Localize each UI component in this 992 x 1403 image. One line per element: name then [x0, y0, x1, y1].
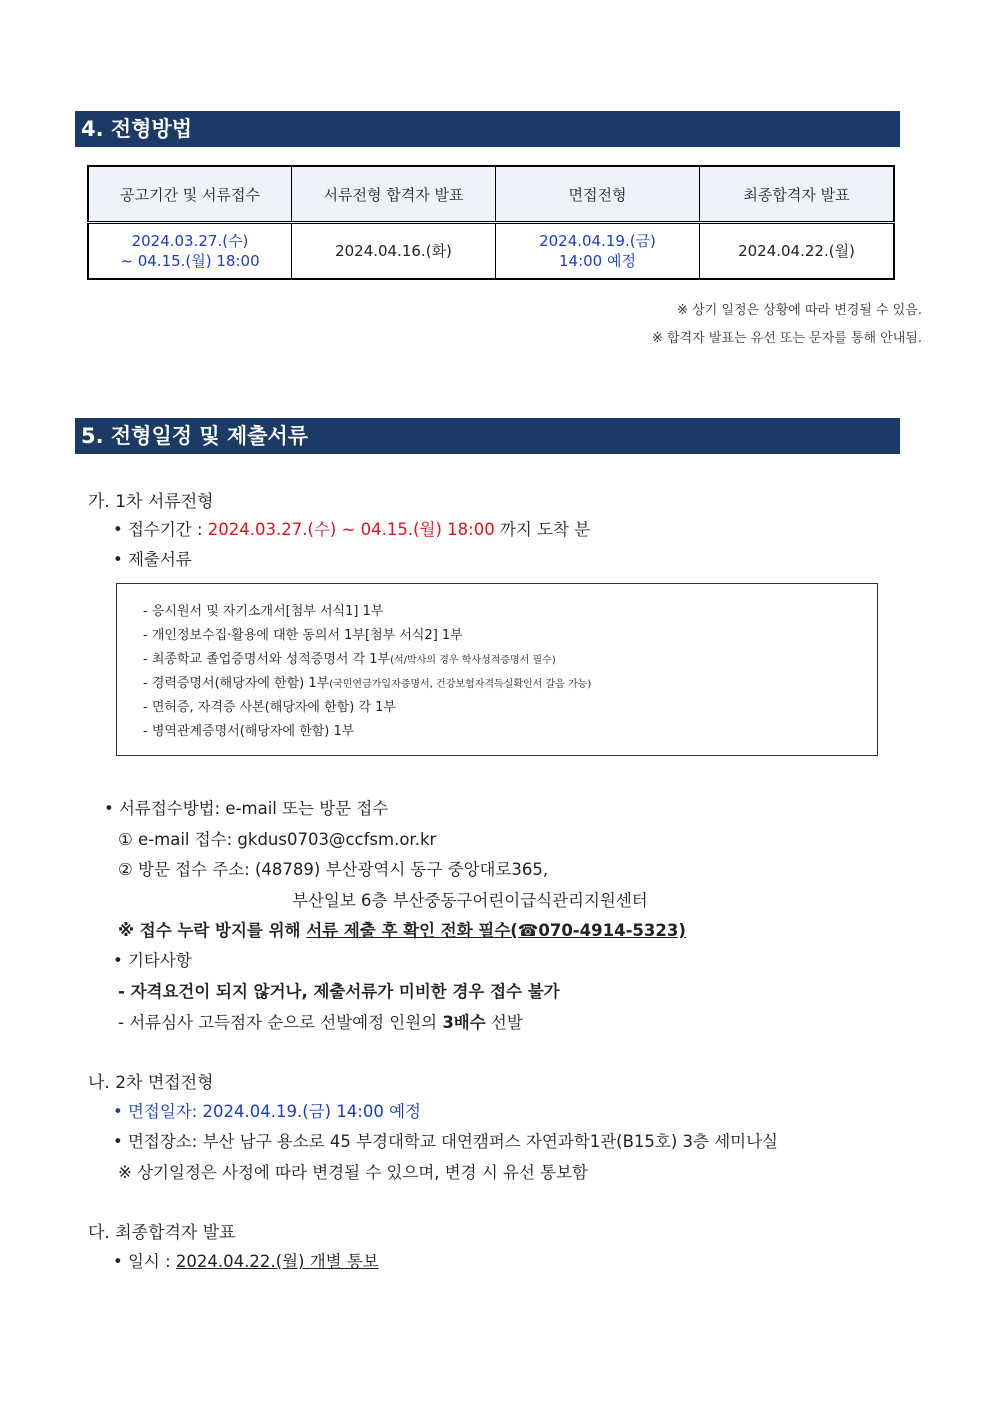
- schedule-note: ※ 합격자 발표는 유선 또는 문자를 통해 안내됨.: [652, 331, 922, 346]
- document-item: - 경력증명서(해당자에 한함) 1부(국민연금가입자증명서, 건강보험자격득실확인서 갈음 가능): [143, 676, 592, 691]
- cell-line: 2024.04.19.(금): [539, 232, 656, 250]
- schedule-table: [87, 165, 895, 280]
- document-item: - 응시원서 및 자기소개서[첨부 서식1] 1부: [143, 604, 384, 619]
- interview-place: • 면접장소: 부산 남구 용소로 45 부경대학교 대연캠퍼스 자연과학1관(B15호) 3층 세미나실: [113, 1132, 778, 1151]
- header-cell: 면접전형: [496, 166, 700, 223]
- email-submission: ① e-mail 접수: gkdus0703@ccfsm.or.kr: [118, 830, 437, 849]
- subsection-heading: 나. 2차 면접전형: [88, 1073, 214, 1093]
- table-cell-doc-result: 2024.04.16.(화): [292, 223, 496, 280]
- warning-prefix: ※ 접수 누락 방지를 위해: [118, 921, 307, 940]
- period-suffix: 까지 도착 분: [499, 520, 591, 539]
- table-cell-final-result: 2024.04.22.(월): [700, 223, 895, 280]
- docs-label: • 제출서류: [113, 550, 192, 569]
- label: • 접수기간 :: [113, 520, 203, 539]
- label: • 일시 :: [113, 1252, 171, 1271]
- header-cell: 최종합격자 발표: [700, 166, 895, 223]
- document-item: - 개인정보수집·활용에 대한 동의서 1부[첨부 서식2] 1부: [143, 628, 463, 643]
- confirm-call-warning: [118, 917, 686, 941]
- interview-date: • 면접일자: 2024.04.19.(금) 14:00 예정: [113, 1102, 421, 1121]
- warning-phone: 서류 제출 후 확인 전화 필수(☎070-4914-5323): [306, 921, 686, 940]
- cell-line: 2024.03.27.(수): [131, 232, 249, 250]
- submission-method: • 서류접수방법: e-mail 또는 방문 접수: [104, 799, 389, 818]
- table-header-row: [88, 166, 894, 223]
- subsection-heading: 다. 최종합격자 발표: [88, 1223, 236, 1243]
- document-item: - 면허증, 자격증 사본(해당자에 한함) 각 1부: [143, 700, 396, 715]
- final-result-date: [113, 1248, 379, 1272]
- final-result-value: 2024.04.22.(월) 개별 통보: [175, 1252, 379, 1271]
- etc-label: • 기타사항: [113, 951, 192, 970]
- interview-note: ※ 상기일정은 사정에 따라 변경될 수 있으며, 변경 시 유선 통보함: [118, 1163, 588, 1182]
- cell-line: 14:00 예정: [559, 252, 636, 270]
- header-cell: 서류전형 합격자 발표: [292, 166, 496, 223]
- visit-address-line2: 부산일보 6층 부산중동구어린이급식관리지원센터: [292, 891, 648, 910]
- section-4-title: 4. 전형방법: [75, 111, 900, 147]
- table-row: [88, 223, 894, 280]
- subsection-heading: 가. 1차 서류전형: [88, 492, 214, 512]
- documents-box: [116, 583, 878, 756]
- etc-item: - 서류심사 고득점자 순으로 선발예정 인원의 3배수 선발: [118, 1013, 523, 1032]
- visit-address: ② 방문 접수 주소: (48789) 부산광역시 동구 중앙대로365,: [118, 860, 549, 879]
- etc-item: - 자격요건이 되지 않거나, 제출서류가 미비한 경우 접수 불가: [118, 982, 560, 1001]
- header-cell: 공고기간 및 서류접수: [88, 166, 292, 223]
- table-cell-application-period: [88, 223, 292, 280]
- document-item: - 병역관계증명서(해당자에 한함) 1부: [143, 724, 355, 739]
- table-cell-interview: [496, 223, 700, 280]
- schedule-note: ※ 상기 일정은 상황에 따라 변경될 수 있음.: [677, 303, 922, 318]
- period-value: 2024.03.27.(수) ~ 04.15.(월) 18:00: [207, 520, 495, 539]
- section-5-title: 5. 전형일정 및 제출서류: [75, 418, 900, 454]
- application-period: [113, 516, 590, 540]
- document-item: - 최종학교 졸업증명서와 성적증명서 각 1부(석/박사의 경우 학사성적증명서 필수): [143, 652, 556, 667]
- cell-line: ~ 04.15.(월) 18:00: [120, 252, 260, 270]
